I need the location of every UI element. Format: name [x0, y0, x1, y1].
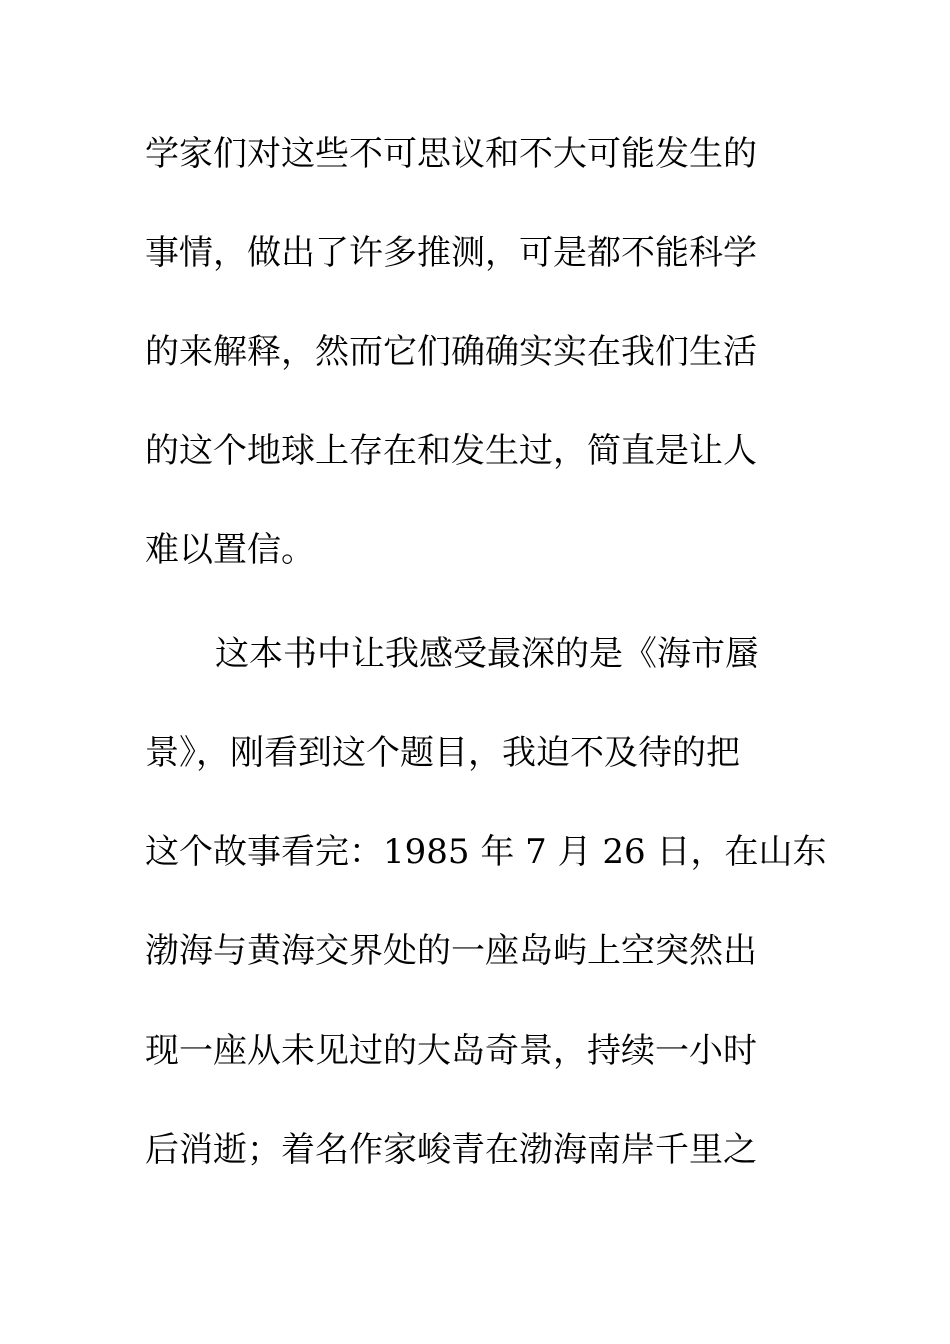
text-line: 这个故事看完：1985 年 7 月 26 日，在山东: [145, 832, 827, 872]
text-line: 学家们对这些不可思议和不大可能发生的: [145, 134, 757, 174]
text-line: 景》，刚看到这个题目，我迫不及待的把: [145, 733, 740, 773]
paragraph-first-line: 这本书中让我感受最深的是《海市蜃: [215, 634, 759, 674]
text-line: 的这个地球上存在和发生过，简直是让人: [145, 431, 757, 471]
text-line: 现一座从未见过的大岛奇景，持续一小时: [145, 1031, 757, 1071]
text-line: 的来解释，然而它们确确实实在我们生活: [145, 332, 757, 372]
text-line: 难以置信。: [145, 530, 315, 570]
text-line: 渤海与黄海交界处的一座岛屿上空突然出: [145, 931, 757, 971]
text-line: 后消逝；着名作家峻青在渤海南岸千里之: [145, 1130, 757, 1170]
text-line: 事情，做出了许多推测，可是都不能科学: [145, 233, 757, 273]
